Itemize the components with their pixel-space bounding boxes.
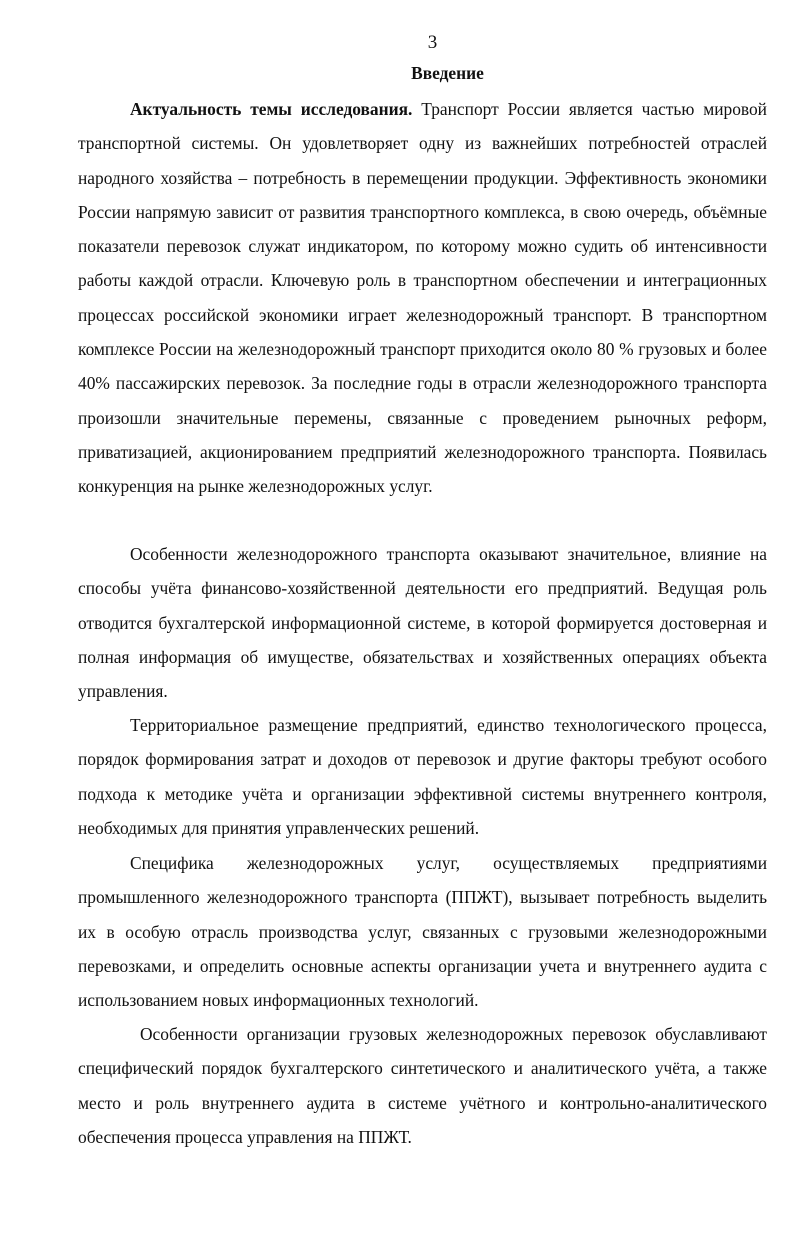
paragraph-lead: Актуальность темы исследования. <box>130 99 413 119</box>
paragraph-text: Транспорт России является частью мировой транспортной системы. Он удовлетворяет одну из важнейших потребностей отраслей народного хозяйства – потребность в перемещении продукции. Эффективность экономики России напрямую зависит от развития транспортного комплекса, в свою очередь, объёмные показатели перевозок служат индикатором, по которому можно судить об интенсивности работы каждой отрасли. Ключевую роль в транспортном обеспечении и интеграционных процессах российской экономики играет железнодорожный транспорт. В транспортном комплексе России на железнодорожный транспорт приходится около 80 % грузовых и более 40% пассажирских перевозок. За последние годы в отрасли железнодорожного транспорта произошли значительные перемены, связанные с проведением рыночных реформ, приватизацией, акционированием предприятий железнодорожного транспорта. Появилась конкуренция на рынке железнодорожных услуг. <box>78 99 767 497</box>
page-number: 3 <box>427 32 438 53</box>
section-heading: Введение <box>411 63 484 83</box>
paragraph-relevance <box>78 92 767 504</box>
paragraph-organization: Особенности организации грузовых железнодорожных перевозок обуславливают специфический порядок бухгалтерского синтетического и аналитического учёта, а также место и роль внутреннего аудита в системе учётного и контрольно-аналитического обеспечения процесса управления на ППЖТ. <box>78 1024 767 1147</box>
paragraph-features: Особенности железнодорожного транспорта оказывают значительное, влияние на способы учёта финансово-хозяйственной деятельности его предприятий. Ведущая роль отводится бухгалтерской информационной системе, в которой формируется достоверная и полная информация об имуществе, обязательствах и хозяйственных операциях объекта управления. <box>78 544 767 702</box>
paragraph-specifics: Специфика железнодорожных услуг, осуществляемых предприятиями промышленного железнодорожного транспорта (ППЖТ), вызывает потребность выделить их в особую отрасль производства услуг, связанных с грузовыми железнодорожными перевозками, и определить основные аспекты организации учета и внутреннего аудита с использованием новых информационных технологий. <box>78 853 767 1011</box>
paragraph-territorial: Территориальное размещение предприятий, единство технологического процесса, порядок формирования затрат и доходов от перевозок и другие факторы требуют особого подхода к методике учёта и организации эффективной системы внутреннего контроля, необходимых для принятия управленческих решений. <box>78 715 767 838</box>
